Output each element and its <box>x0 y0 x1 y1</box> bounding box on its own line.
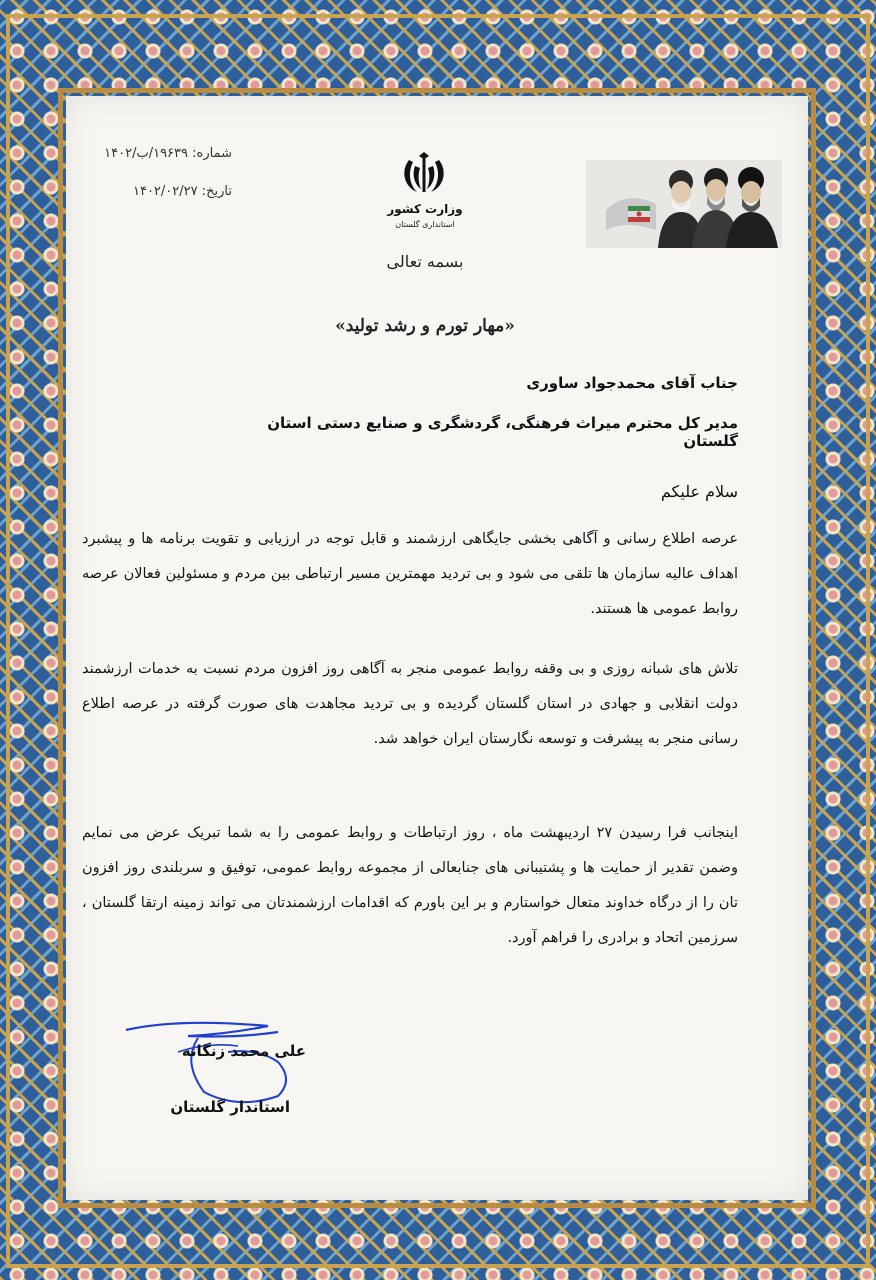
letter-date: تاریخ: ۱۴۰۲/۰۲/۲۷ <box>132 184 232 199</box>
ministry-name: وزارت کشور <box>387 202 463 216</box>
letter-number: شماره: ۱۹۶۳۹/ب/۱۴۰۲ <box>104 146 232 161</box>
recipient-title: مدیر کل محترم میراث فرهنگی، گردشگری و صنایع دستی استان گلستان <box>267 414 738 450</box>
letter-paragraph: تلاش های شبانه روزی و بی وقفه روابط عمومی منجر به آگاهی روز افزون مردم نسبت به خدمات ارزشمند دولت انقلابی و جهادی در استان گلستان گردیده و بی تردید مجاهدت های صورت گرفته در عرصه اطلاع رسانی منجر به پیشرفت و توسعه نگارستان ایران خواهد شد. <box>82 661 738 747</box>
signatory-name: علی محمد زنگانه <box>181 1042 306 1060</box>
letter-paragraph: اینجانب فرا رسیدن ۲۷ اردیبهشت ماه ، روز ارتباطات و روابط عمومی را به شما تبریک عرض می نمایم وضمن تقدیر از حمایت ها و پشتیبانی های جنابعالی از مجموعه روابط عمومی، توفیق و سربلندی روز افزون تان را از درگاه خداوند متعال خواستارم و بر این باورم که اقدامات ارزشمندتان می تواند زمینه ارتقا گلستان ، سرزمین اتحاد و برادری را فراهم آورد. <box>82 825 738 946</box>
recipient-name: جناب آقای محمدجواد ساوری <box>526 374 738 392</box>
letter-paragraph: عرصه اطلاع رسانی و آگاهی بخشی جایگاهی ارزشمند و قابل توجه در ارزیابی و تقویت برنامه ها و پیشبرد اهداف عالیه سازمان ها تلقی می شود و بی تردید مهمترین مسیر ارتباطی بین مردم و مسئولین فعالان عرصه روابط عمومی ها هستند. <box>82 531 738 617</box>
leaders-photo <box>586 160 782 248</box>
office-name: استانداری گلستان <box>395 220 455 229</box>
handwritten-signature <box>118 1012 308 1112</box>
signatory-title: استاندار گلستان <box>170 1098 290 1116</box>
iran-emblem-icon <box>399 152 449 196</box>
year-slogan: «مهار تورم و رشد تولید» <box>335 316 515 336</box>
greeting: سلام علیکم <box>660 482 738 501</box>
basmala-heading: بسمه تعالی <box>386 252 464 271</box>
